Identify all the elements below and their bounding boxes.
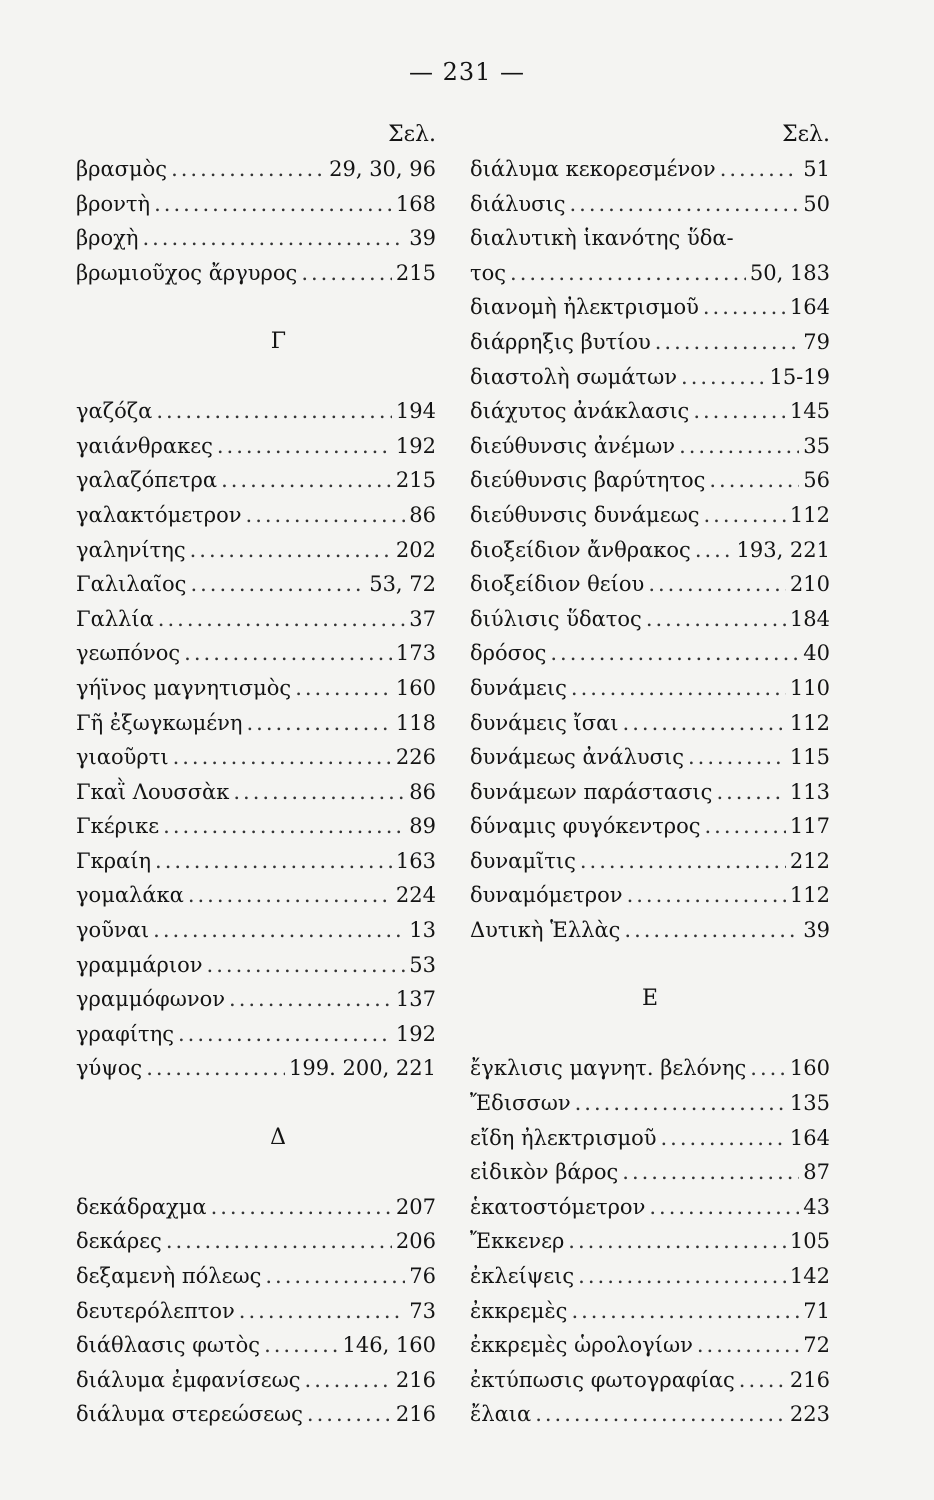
entry-pages: 76 [409,1264,436,1288]
entry-term: βρωμιοῦχος ἄργυρος [76,260,298,285]
entry-pages: 112 [789,502,830,527]
dot-leader [153,913,405,948]
index-entry [76,706,436,741]
index-entry [470,1121,830,1156]
dot-leader [190,567,365,602]
index-entry [470,636,830,671]
entry-term: δύναμις φυγόκεντρος [470,814,701,839]
index-entry [76,602,436,637]
dot-leader [173,740,392,775]
entry-term: δυνάμεων παράστασις [470,779,713,804]
index-entry [76,775,436,810]
entry-pages: 226 [395,745,436,770]
index-entry [470,878,830,913]
entry-term: γομαλάκα [76,883,184,908]
dot-leader [649,1190,799,1225]
entry-term: Δυτικὴ Ἑλλὰς [470,918,621,943]
entry-pages: 216 [395,1402,436,1427]
entry-term: εἴδη ἠλεκτρισμοῦ [470,1125,657,1150]
entry-pages: 15-19 [769,364,830,389]
entry-pages: 110 [789,675,830,700]
index-entry [470,671,830,706]
index-entry [470,221,830,256]
dot-leader [681,360,765,395]
dot-leader [704,809,785,844]
entry-pages: 40 [803,641,830,666]
entry-term: γεωπόνος [76,641,181,666]
index-entry [470,1259,830,1294]
dot-leader [171,152,325,187]
entry-pages: 43 [803,1194,830,1219]
entry-term: γαιάνθρακες [76,433,213,458]
entry-term: Γαλλία [76,606,154,631]
entry-pages: 39 [803,918,830,943]
index-entry [76,1397,436,1432]
dot-leader [307,1397,392,1432]
entry-term: γαληνίτης [76,537,186,562]
entry-pages: 50, 183 [749,260,830,285]
dot-leader [246,498,406,533]
entry-pages: 142 [789,1264,830,1288]
index-entry [76,1294,436,1329]
entry-pages: 160 [789,1056,830,1081]
section-gap [76,360,436,395]
index-entry [470,1086,830,1121]
index-entry [470,1294,830,1329]
dot-leader [158,602,405,637]
entry-pages: 216 [789,1367,830,1392]
dot-leader [217,429,392,464]
dot-leader [305,1363,392,1398]
entry-pages: 39 [409,226,436,251]
entry-term: εἰδικὸν βάρος [470,1160,619,1185]
index-entry [470,913,830,948]
dot-leader [750,1051,786,1086]
index-entry [470,740,830,775]
entry-pages: 37 [409,606,436,631]
entry-term: βρασμὸς [76,157,168,181]
section-gap [76,290,436,325]
index-entry [76,844,436,879]
entry-pages: 53, 72 [369,572,436,597]
entry-pages: 89 [409,814,436,839]
index-entry [76,1259,436,1294]
dot-leader [720,152,800,187]
dot-leader [578,1259,786,1294]
entry-term: διάλυμα κεκορεσμένον [470,157,716,181]
entry-term: γραμμόφωνον [76,987,226,1012]
section-gap [470,1017,830,1052]
index-entry [76,187,436,222]
dot-leader [622,1155,799,1190]
entry-pages: 135 [789,1091,830,1116]
index-entry [76,498,436,533]
dot-leader [510,256,746,291]
dot-leader [571,671,786,706]
dot-leader [155,844,392,879]
index-entry [76,671,436,706]
page-number: — 231 — [408,58,526,86]
dot-leader [142,221,405,256]
left-column [76,118,436,1432]
index-entry [470,602,830,637]
dot-leader [190,533,392,568]
entry-pages: 79 [803,329,830,354]
entry-pages: 86 [409,779,436,804]
index-entry [76,1051,436,1086]
index-entry [76,913,436,948]
index-entry [470,498,830,533]
entry-term: δυναμῖτις [470,848,576,873]
entry-pages: 53 [409,952,436,977]
index-entry [76,1190,436,1225]
index-entry [470,1190,830,1225]
entry-term: διάλυμα στερεώσεως [76,1402,303,1427]
entry-pages: 115 [789,745,830,770]
entry-term: γύψος [76,1056,143,1081]
dot-leader [184,636,392,671]
index-entry [76,567,436,602]
index-entry [470,1397,830,1432]
section-gap [470,948,830,983]
entry-term: γαλακτόμετρον [76,502,242,527]
entry-pages: 29, 30, 96 [329,157,436,181]
entry-pages: 112 [789,710,830,735]
dot-leader [627,878,786,913]
entry-term: διάθλασις φωτὸς [76,1333,261,1358]
entry-term: διαστολὴ σωμάτων [470,364,678,389]
index-entry [470,1328,830,1363]
entry-term: διάλυμα ἐμφανίσεως [76,1367,301,1392]
entry-term: γαλαζόπετρα [76,468,218,493]
dot-leader [623,706,786,741]
entry-pages: 56 [803,468,830,493]
dot-leader [265,1259,405,1294]
section-letter-epsilon: Ε [641,986,659,1012]
dot-leader [229,982,392,1017]
entry-pages: 117 [789,814,830,839]
index-entry [470,567,830,602]
index-entry [76,948,436,983]
entry-term: Γκέρικε [76,814,160,839]
index-entry [470,775,830,810]
entry-term: δυνάμεις ἴσαι [470,710,619,735]
entry-term: ἐκκρεμὲς [470,1298,568,1323]
dot-leader [301,256,392,291]
dot-leader [697,1328,799,1363]
entry-term: διαλυτικὴ ἱκανότης ὕδα- [470,226,734,251]
entry-pages: 215 [395,260,436,285]
dot-leader [709,463,799,498]
index-block-delta [76,1190,436,1432]
entry-pages: 173 [395,641,436,666]
entry-pages: 87 [803,1160,830,1185]
entry-term: γραφίτης [76,1021,174,1046]
dot-leader [246,706,391,741]
entry-term: διεύθυνσις ἀνέμων [470,433,676,458]
entry-term: γιαοῦρτι [76,745,169,770]
index-entry [76,878,436,913]
entry-pages: 112 [789,883,830,908]
dot-leader [166,1224,392,1259]
dot-leader [550,636,799,671]
index-entry [470,1051,830,1086]
entry-term: διάχυτος ἀνάκλασις [470,399,690,424]
index-entry [470,1224,830,1259]
index-entry [76,394,436,429]
entry-term: Ἔδισσων [470,1091,571,1116]
entry-pages: 192 [395,433,436,458]
entry-term: δυναμόμετρον [470,883,623,908]
index-entry [76,256,436,291]
entry-pages: 105 [789,1229,830,1254]
dot-leader [739,1363,786,1398]
entry-pages: 192 [395,1021,436,1046]
entry-pages: 206 [395,1229,436,1254]
dot-leader [264,1328,338,1363]
dot-leader [178,1017,392,1052]
index-block-beta [76,152,436,290]
index-entry [76,1328,436,1363]
entry-term: Ἔκκενερ [470,1229,565,1254]
entry-term: ἐκτύπωσις φωτογραφίας [470,1367,735,1392]
entry-term: τος [470,260,507,285]
entry-pages: 207 [395,1194,436,1219]
index-entry [76,740,436,775]
entry-term: διοξείδιον ἄνθρακος [470,537,691,562]
dot-leader [571,1294,799,1329]
dot-leader [568,1224,786,1259]
entry-term: δεκάδραχμα [76,1194,207,1219]
index-entry [470,1155,830,1190]
index-entry [470,360,830,395]
dot-leader [154,187,392,222]
entry-term: δρόσος [470,641,547,666]
entry-pages: 145 [789,399,830,424]
dot-leader [233,775,405,810]
entry-term: διοξείδιον θείου [470,572,645,597]
entry-pages: 215 [395,468,436,493]
dot-leader [580,844,786,879]
index-entry [470,706,830,741]
index-entry [76,982,436,1017]
index-entry [76,429,436,464]
entry-term: βροχὴ [76,226,139,251]
entry-term: δυνάμεως ἀνάλυσις [470,745,684,770]
index-entry [76,221,436,256]
entry-pages: 160 [395,675,436,700]
index-entry [470,394,830,429]
dot-leader [207,948,406,983]
index-entry [470,809,830,844]
index-entry [76,1017,436,1052]
entry-pages: 224 [395,883,436,908]
entry-term: Γκαῒ Λουσσὰκ [76,779,230,804]
dot-leader [146,1051,285,1086]
entry-pages: 86 [409,502,436,527]
index-entry [76,533,436,568]
entry-term: διεύθυνσις δυνάμεως [470,502,700,527]
entry-term: ἔλαια [470,1402,532,1427]
entry-term: ἑκατοστόμετρον [470,1194,646,1219]
dot-leader [646,602,786,637]
entry-pages: 223 [789,1402,830,1427]
entry-pages: 146, 160 [342,1333,436,1358]
index-block-epsilon [470,1051,830,1432]
entry-pages: 163 [395,848,436,873]
dot-leader [575,1086,786,1121]
entry-pages: 168 [395,191,436,216]
entry-pages: 113 [789,779,830,804]
entry-term: ἐκκρεμὲς ὡρολογίων [470,1333,693,1358]
index-entry [470,325,830,360]
dot-leader [703,290,786,325]
dot-leader [624,913,799,948]
entry-pages: 71 [803,1298,830,1323]
dot-leader [156,394,392,429]
entry-pages: 184 [789,606,830,631]
entry-pages: 137 [395,987,436,1012]
index-entry [76,1224,436,1259]
entry-pages: 210 [789,572,830,597]
entry-pages: 216 [395,1367,436,1392]
entry-term: δεκάρες [76,1229,162,1254]
entry-pages: 35 [803,433,830,458]
page-column-header: Σελ. [388,122,436,147]
entry-pages: 194 [395,399,436,424]
entry-pages: 51 [803,157,830,181]
page-column-header: Σελ. [782,122,830,147]
index-entry [470,152,830,187]
entry-pages: 212 [789,848,830,873]
dot-leader [535,1397,786,1432]
index-entry [76,636,436,671]
dot-leader [695,533,733,568]
index-entry [76,1363,436,1398]
entry-pages: 164 [789,1125,830,1150]
entry-term: δεξαμενὴ πόλεως [76,1264,262,1288]
entry-term: διύλισις ὕδατος [470,606,642,631]
index-entry [470,187,830,222]
dot-leader [648,567,786,602]
index-entry [470,290,830,325]
index-entry [76,463,436,498]
entry-term: γοῦναι [76,918,150,943]
right-column [470,118,830,1432]
index-entry [470,256,830,291]
index-entry [470,533,830,568]
entry-term: ἔγκλισις μαγνητ. βελόνης [470,1056,747,1081]
entry-pages: 50 [803,191,830,216]
entry-term: Γῆ ἐξωγκωμένη [76,710,243,735]
dot-leader [679,429,799,464]
dot-leader [211,1190,392,1225]
entry-pages: 118 [395,710,436,735]
index-block-delta-cont [470,152,830,948]
entry-term: γαζόζα [76,399,153,424]
dot-leader [163,809,405,844]
entry-term: διεύθυνσις βαρύτητος [470,468,706,493]
entry-term: Γκραίη [76,848,152,873]
index-entry [470,463,830,498]
entry-pages: 73 [409,1298,436,1323]
dot-leader [295,671,392,706]
dot-leader [239,1294,405,1329]
section-gap [76,1086,436,1121]
section-letter-delta: Δ [270,1124,286,1150]
dot-leader [661,1121,786,1156]
index-entry [470,1363,830,1398]
entry-pages: 13 [409,918,436,943]
index-entry [76,809,436,844]
entry-pages: 193, 221 [736,537,830,562]
entry-term: γραμμάριον [76,952,203,977]
entry-pages: 199. 200, 221 [289,1056,436,1081]
dot-leader [703,498,785,533]
entry-term: διάρρηξις βυτίου [470,329,651,354]
entry-term: ἐκλείψεις [470,1264,575,1288]
dot-leader [221,463,392,498]
entry-term: βροντὴ [76,191,151,216]
index-entry [470,429,830,464]
index-entry [470,844,830,879]
index-entry [76,152,436,187]
dot-leader [569,187,799,222]
entry-term: διάλυσις [470,191,566,216]
dot-leader [688,740,786,775]
index-block-gamma [76,394,436,1086]
entry-pages: 72 [803,1333,830,1358]
section-gap [76,1155,436,1190]
dot-leader [655,325,800,360]
entry-term: δυνάμεις [470,675,567,700]
entry-term: Γαλιλαῖος [76,572,187,597]
entry-pages: 164 [789,295,830,320]
dot-leader [693,394,786,429]
entry-term: διανομὴ ἠλεκτρισμοῦ [470,295,699,320]
dot-leader [188,878,392,913]
dot-leader [716,775,785,810]
entry-term: γήϊνος μαγνητισμὸς [76,675,292,700]
entry-term: δευτερόλεπτον [76,1298,235,1323]
entry-pages: 202 [395,537,436,562]
section-letter-gamma: Γ [270,328,286,354]
